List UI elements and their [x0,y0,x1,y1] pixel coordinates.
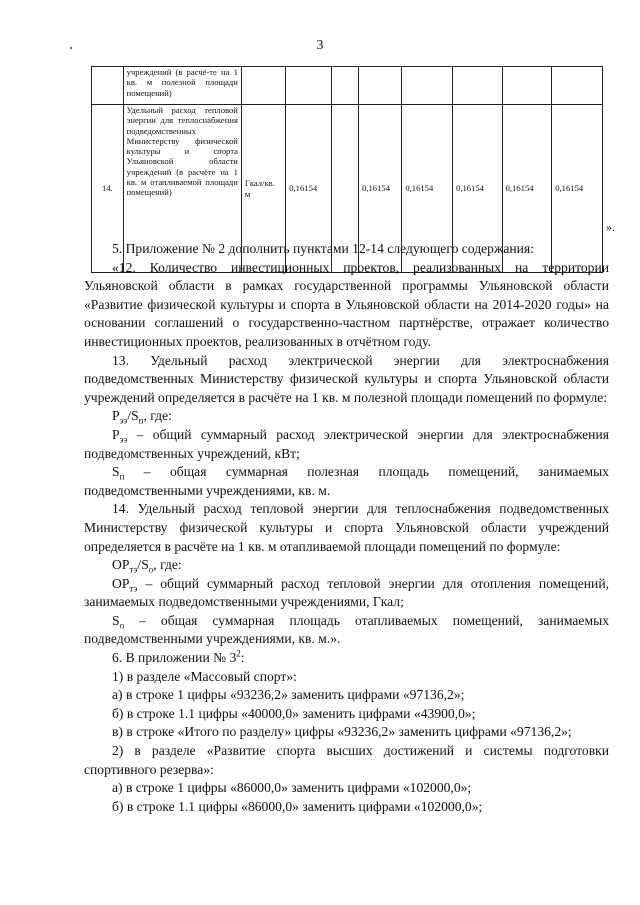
formula-13: $Р_{ээ}/S_п$, где: [112,408,172,427]
subitem-1b: б) в строке 1.1 цифры «40000,0» заменить цифрами «43900,0»; [112,705,476,721]
subitem-2: 2) в разделе «Развитие спорта высших достижений и системы подготовки спортивного резерва»: [84,743,609,777]
table-cell-value: 0,16154 [402,105,453,273]
table-cell-name: учреждений (в расчё-те на 1 кв. м полезной площади помещений) [123,67,241,105]
table-row [92,67,603,105]
scan-speck [70,47,72,49]
table-cell-value: 0,16154 [552,105,603,273]
table-cell-number: 14. [92,105,124,273]
table-cell-value: 0,16154 [359,105,402,273]
subitem-1: 1) в разделе «Массовый спорт»: [112,668,297,684]
table-cell-value: 0,16154 [286,105,331,273]
subitem-2b: б) в строке 1.1 цифры «86000,0» заменить цифрами «102000,0»; [112,798,483,814]
definition-pee: $Р_{ээ}$ – общий суммарный расход электрической энергии для электроснабжения подведомственных учреждений, кВт; [84,426,609,461]
paragraph-item-13: 13. Удельный расход электрической энергии для электроснабжения подведомственных Министерству физической культуры и спорта Ульяновской области учреждений определяется в расчёте на 1 кв. м полезной площади помещений по формуле: [84,352,609,405]
subitem-1c: в) в строке «Итого по разделу» цифры «93236,2» заменить цифрами «97136,2»; [112,724,572,740]
document-body [84,240,609,816]
paragraph-item-6: 6. В приложении № $3^2$: [112,648,245,666]
paragraph-item-12: «12. Количество инвестиционных проектов, реализованных на территории Ульяновской области в рамках государственной программы Ульяновской области «Развитие физической культуры и спорта в Ульяновской области на 2014-2020 годы» на основании соглашений о государственно-частном партнёрстве, отражает количество инвестиционных проектов, реализованных в отчётном году. [84,259,609,349]
table-cell-unit: Гкал/кв. м [241,105,285,273]
paragraph-item-14: 14. Удельный расход тепловой энергии для теплоснабжения подведомственных Министерству физической культуры и спорта Ульяновской области учреждений определяется в расчёте на 1 кв. м отапливаемой площади помещений по формуле: [84,501,609,554]
closing-quote: ». [606,220,615,234]
table-cell-value: 0,16154 [502,105,552,273]
definition-sp: $S_п$ – общая суммарная полезная площадь помещений, занимаемых подведомственными учреждениями, кв. м. [84,464,609,498]
page-number: 3 [316,38,324,53]
paragraph-item-5: 5. Приложение № 2 дополнить пунктами 12-14 следующего содержания: [112,241,534,256]
table-cell-value: 0,16154 [453,105,503,273]
definition-so: $S_о$ – общая суммарная площадь отапливаемых помещений, занимаемых подведомственными учреждениями, кв. м.». [84,612,609,647]
definition-orte: $ОР_{тэ}$ – общий суммарный расход тепловой энергии для отопления помещений, занимаемых подведомственными учреждениями, Гкал; [84,575,609,610]
table-cell-name: Удельный расход тепловой энергии для теплоснабжения подведомственных Министерству физической культуры и спорта Ульяновской области учреждений (в расчёте на 1 кв. м отапливаемой площади помещений) [123,105,241,273]
subitem-1a: а) в строке 1 цифры «93236,2» заменить цифрами «97136,2»; [112,687,465,703]
formula-14: $ОР_{тэ}/S_о$, где: [112,557,182,575]
subitem-2a: а) в строке 1 цифры «86000,0» заменить цифрами «102000,0»; [112,780,472,796]
